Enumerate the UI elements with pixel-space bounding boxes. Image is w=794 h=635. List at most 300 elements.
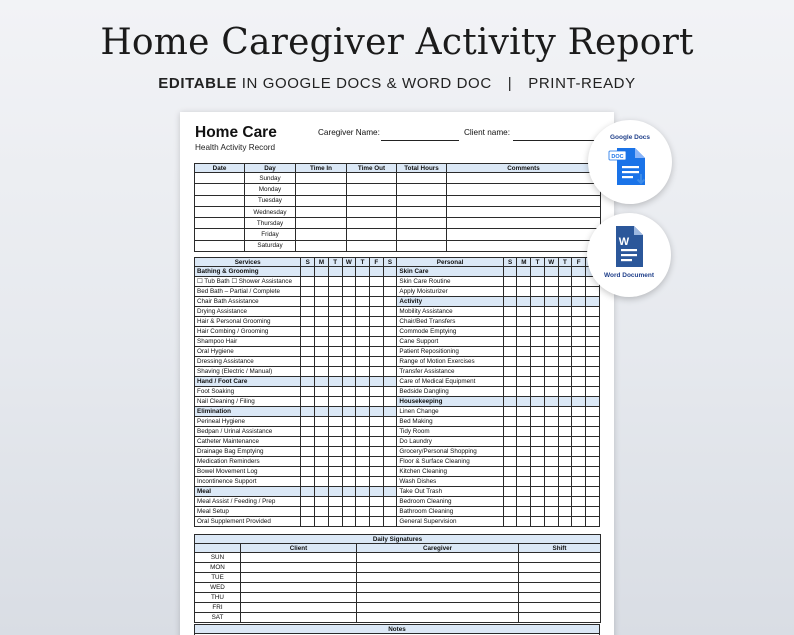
checkbox-cell[interactable] <box>342 427 356 437</box>
checkbox-cell[interactable] <box>369 297 383 307</box>
time-entry-cell[interactable] <box>447 173 601 184</box>
checkbox-cell[interactable] <box>517 507 531 517</box>
checkbox-cell[interactable] <box>328 427 342 437</box>
checkbox-cell[interactable] <box>586 337 600 347</box>
checkbox-cell[interactable] <box>503 497 517 507</box>
checkbox-cell[interactable] <box>503 277 517 287</box>
checkbox-cell[interactable] <box>383 277 397 287</box>
time-entry-cell[interactable] <box>296 240 347 251</box>
checkbox-cell[interactable] <box>315 517 329 527</box>
checkbox-cell[interactable] <box>356 357 370 367</box>
checkbox-cell[interactable] <box>342 437 356 447</box>
checkbox-cell[interactable] <box>503 487 517 497</box>
signature-cell[interactable] <box>241 583 357 593</box>
checkbox-cell[interactable] <box>517 417 531 427</box>
signature-cell[interactable] <box>241 613 357 623</box>
time-entry-cell[interactable] <box>296 195 347 206</box>
checkbox-cell[interactable] <box>356 327 370 337</box>
checkbox-cell[interactable] <box>383 447 397 457</box>
checkbox-cell[interactable] <box>544 357 558 367</box>
checkbox-cell[interactable] <box>369 287 383 297</box>
checkbox-cell[interactable] <box>586 387 600 397</box>
signature-cell[interactable] <box>241 563 357 573</box>
time-entry-cell[interactable] <box>397 184 447 195</box>
date-cell[interactable] <box>195 218 245 229</box>
checkbox-cell[interactable] <box>328 477 342 487</box>
signature-cell[interactable] <box>519 593 601 603</box>
checkbox-cell[interactable] <box>356 297 370 307</box>
checkbox-cell[interactable] <box>328 497 342 507</box>
checkbox-cell[interactable] <box>301 367 315 377</box>
checkbox-cell[interactable] <box>301 507 315 517</box>
checkbox-cell[interactable] <box>301 347 315 357</box>
checkbox-cell[interactable] <box>369 447 383 457</box>
checkbox-cell[interactable] <box>383 327 397 337</box>
checkbox-cell[interactable] <box>531 317 545 327</box>
checkbox-cell[interactable] <box>503 357 517 367</box>
checkbox-cell[interactable] <box>558 417 572 427</box>
checkbox-cell[interactable] <box>356 497 370 507</box>
checkbox-cell[interactable] <box>517 387 531 397</box>
checkbox-cell[interactable] <box>572 497 586 507</box>
checkbox-cell[interactable] <box>356 387 370 397</box>
signature-cell[interactable] <box>357 603 519 613</box>
checkbox-cell[interactable] <box>544 307 558 317</box>
checkbox-cell[interactable] <box>383 367 397 377</box>
checkbox-cell[interactable] <box>586 377 600 387</box>
checkbox-cell[interactable] <box>356 347 370 357</box>
checkbox-cell[interactable] <box>315 357 329 367</box>
checkbox-cell[interactable] <box>503 517 517 527</box>
time-entry-cell[interactable] <box>296 184 347 195</box>
checkbox-cell[interactable] <box>301 287 315 297</box>
checkbox-cell[interactable] <box>301 447 315 457</box>
checkbox-cell[interactable] <box>315 337 329 347</box>
checkbox-cell[interactable] <box>517 487 531 497</box>
checkbox-cell[interactable] <box>544 287 558 297</box>
checkbox-cell[interactable] <box>531 327 545 337</box>
time-entry-cell[interactable] <box>347 218 397 229</box>
checkbox-cell[interactable] <box>531 507 545 517</box>
checkbox-cell[interactable] <box>369 387 383 397</box>
signature-cell[interactable] <box>519 583 601 593</box>
checkbox-cell[interactable] <box>315 457 329 467</box>
checkbox-cell[interactable] <box>586 307 600 317</box>
checkbox-cell[interactable] <box>503 387 517 397</box>
checkbox-cell[interactable] <box>301 517 315 527</box>
checkbox-cell[interactable] <box>383 417 397 427</box>
checkbox-cell[interactable] <box>301 417 315 427</box>
checkbox-cell[interactable] <box>544 387 558 397</box>
checkbox-cell[interactable] <box>503 367 517 377</box>
checkbox-cell[interactable] <box>342 287 356 297</box>
checkbox-cell[interactable] <box>586 407 600 417</box>
checkbox-cell[interactable] <box>383 427 397 437</box>
checkbox-cell[interactable] <box>503 427 517 437</box>
checkbox-cell[interactable] <box>517 347 531 357</box>
checkbox-cell[interactable] <box>517 437 531 447</box>
checkbox-cell[interactable] <box>342 277 356 287</box>
checkbox-cell[interactable] <box>558 337 572 347</box>
checkbox-cell[interactable] <box>342 317 356 327</box>
checkbox-cell[interactable] <box>531 457 545 467</box>
checkbox-cell[interactable] <box>383 287 397 297</box>
checkbox-cell[interactable] <box>572 277 586 287</box>
time-entry-cell[interactable] <box>397 206 447 217</box>
checkbox-cell[interactable] <box>383 437 397 447</box>
checkbox-cell[interactable] <box>572 307 586 317</box>
checkbox-cell[interactable] <box>369 497 383 507</box>
checkbox-cell[interactable] <box>558 327 572 337</box>
checkbox-cell[interactable] <box>531 497 545 507</box>
checkbox-cell[interactable] <box>315 347 329 357</box>
checkbox-cell[interactable] <box>315 497 329 507</box>
time-entry-cell[interactable] <box>397 240 447 251</box>
checkbox-cell[interactable] <box>342 327 356 337</box>
caregiver-name-field[interactable] <box>381 140 459 141</box>
checkbox-cell[interactable] <box>369 507 383 517</box>
checkbox-cell[interactable] <box>531 487 545 497</box>
checkbox-cell[interactable] <box>315 427 329 437</box>
checkbox-cell[interactable] <box>558 447 572 457</box>
checkbox-cell[interactable] <box>544 337 558 347</box>
checkbox-cell[interactable] <box>531 517 545 527</box>
checkbox-cell[interactable] <box>544 467 558 477</box>
checkbox-cell[interactable] <box>383 497 397 507</box>
signature-cell[interactable] <box>357 563 519 573</box>
checkbox-cell[interactable] <box>558 427 572 437</box>
checkbox-cell[interactable] <box>301 437 315 447</box>
time-entry-cell[interactable] <box>397 195 447 206</box>
checkbox-cell[interactable] <box>586 317 600 327</box>
checkbox-cell[interactable] <box>544 507 558 517</box>
checkbox-cell[interactable] <box>572 417 586 427</box>
signature-cell[interactable] <box>241 553 357 563</box>
date-cell[interactable] <box>195 229 245 240</box>
checkbox-cell[interactable] <box>301 457 315 467</box>
time-entry-cell[interactable] <box>447 195 601 206</box>
checkbox-cell[interactable] <box>531 337 545 347</box>
checkbox-cell[interactable] <box>572 427 586 437</box>
checkbox-cell[interactable] <box>503 447 517 457</box>
checkbox-cell[interactable] <box>531 387 545 397</box>
checkbox-cell[interactable] <box>356 457 370 467</box>
checkbox-cell[interactable] <box>544 477 558 487</box>
checkbox-cell[interactable] <box>369 337 383 347</box>
checkbox-cell[interactable] <box>572 387 586 397</box>
date-cell[interactable] <box>195 240 245 251</box>
checkbox-cell[interactable] <box>503 477 517 487</box>
signature-cell[interactable] <box>357 553 519 563</box>
checkbox-cell[interactable] <box>586 357 600 367</box>
checkbox-cell[interactable] <box>544 517 558 527</box>
checkbox-cell[interactable] <box>301 307 315 317</box>
time-entry-cell[interactable] <box>296 206 347 217</box>
checkbox-cell[interactable] <box>572 457 586 467</box>
checkbox-cell[interactable] <box>342 337 356 347</box>
google-docs-badge[interactable] <box>588 120 672 204</box>
checkbox-cell[interactable] <box>301 387 315 397</box>
checkbox-cell[interactable] <box>558 437 572 447</box>
checkbox-cell[interactable] <box>369 517 383 527</box>
checkbox-cell[interactable] <box>383 507 397 517</box>
checkbox-cell[interactable] <box>517 427 531 437</box>
checkbox-cell[interactable] <box>503 417 517 427</box>
checkbox-cell[interactable] <box>328 357 342 367</box>
signature-cell[interactable] <box>519 563 601 573</box>
checkbox-cell[interactable] <box>315 437 329 447</box>
checkbox-cell[interactable] <box>301 357 315 367</box>
checkbox-cell[interactable] <box>328 367 342 377</box>
checkbox-cell[interactable] <box>558 317 572 327</box>
checkbox-cell[interactable] <box>369 327 383 337</box>
checkbox-cell[interactable] <box>356 427 370 437</box>
checkbox-cell[interactable] <box>356 417 370 427</box>
checkbox-cell[interactable] <box>301 297 315 307</box>
checkbox-cell[interactable] <box>531 307 545 317</box>
checkbox-cell[interactable] <box>315 417 329 427</box>
checkbox-cell[interactable] <box>517 457 531 467</box>
checkbox-cell[interactable] <box>544 417 558 427</box>
checkbox-cell[interactable] <box>531 377 545 387</box>
checkbox-cell[interactable] <box>517 447 531 457</box>
checkbox-cell[interactable] <box>356 447 370 457</box>
checkbox-cell[interactable] <box>586 347 600 357</box>
checkbox-cell[interactable] <box>503 457 517 467</box>
checkbox-cell[interactable] <box>586 417 600 427</box>
checkbox-cell[interactable] <box>531 427 545 437</box>
checkbox-cell[interactable] <box>383 297 397 307</box>
checkbox-cell[interactable] <box>369 367 383 377</box>
signature-cell[interactable] <box>519 613 601 623</box>
checkbox-cell[interactable] <box>531 467 545 477</box>
signature-cell[interactable] <box>241 593 357 603</box>
time-entry-cell[interactable] <box>347 173 397 184</box>
checkbox-cell[interactable] <box>503 507 517 517</box>
client-name-field[interactable] <box>513 140 600 141</box>
checkbox-cell[interactable] <box>369 347 383 357</box>
time-entry-cell[interactable] <box>447 229 601 240</box>
checkbox-cell[interactable] <box>383 337 397 347</box>
signature-cell[interactable] <box>519 573 601 583</box>
checkbox-cell[interactable] <box>558 387 572 397</box>
checkbox-cell[interactable] <box>369 357 383 367</box>
checkbox-cell[interactable] <box>586 367 600 377</box>
checkbox-cell[interactable] <box>544 277 558 287</box>
checkbox-cell[interactable] <box>356 437 370 447</box>
checkbox-cell[interactable] <box>531 437 545 447</box>
checkbox-cell[interactable] <box>356 337 370 347</box>
checkbox-cell[interactable] <box>369 437 383 447</box>
checkbox-cell[interactable] <box>572 347 586 357</box>
time-entry-cell[interactable] <box>447 240 601 251</box>
checkbox-cell[interactable] <box>369 467 383 477</box>
checkbox-cell[interactable] <box>356 307 370 317</box>
checkbox-cell[interactable] <box>328 337 342 347</box>
checkbox-cell[interactable] <box>356 517 370 527</box>
checkbox-cell[interactable] <box>328 507 342 517</box>
checkbox-cell[interactable] <box>315 367 329 377</box>
checkbox-cell[interactable] <box>315 447 329 457</box>
checkbox-cell[interactable] <box>383 477 397 487</box>
checkbox-cell[interactable] <box>342 507 356 517</box>
time-entry-cell[interactable] <box>397 229 447 240</box>
checkbox-cell[interactable] <box>572 507 586 517</box>
checkbox-cell[interactable] <box>531 287 545 297</box>
checkbox-cell[interactable] <box>572 367 586 377</box>
checkbox-cell[interactable] <box>572 317 586 327</box>
checkbox-cell[interactable] <box>342 397 356 407</box>
checkbox-cell[interactable] <box>517 477 531 487</box>
checkbox-cell[interactable] <box>369 317 383 327</box>
checkbox-cell[interactable] <box>342 457 356 467</box>
checkbox-cell[interactable] <box>531 407 545 417</box>
checkbox-cell[interactable] <box>301 327 315 337</box>
checkbox-cell[interactable] <box>356 287 370 297</box>
checkbox-cell[interactable] <box>315 397 329 407</box>
checkbox-cell[interactable] <box>383 317 397 327</box>
checkbox-cell[interactable] <box>531 367 545 377</box>
checkbox-cell[interactable] <box>301 337 315 347</box>
checkbox-cell[interactable] <box>315 477 329 487</box>
checkbox-cell[interactable] <box>315 387 329 397</box>
checkbox-cell[interactable] <box>544 327 558 337</box>
checkbox-cell[interactable] <box>558 367 572 377</box>
checkbox-cell[interactable] <box>301 427 315 437</box>
checkbox-cell[interactable] <box>342 517 356 527</box>
signature-cell[interactable] <box>241 603 357 613</box>
checkbox-cell[interactable] <box>503 377 517 387</box>
checkbox-cell[interactable] <box>328 517 342 527</box>
checkbox-cell[interactable] <box>517 407 531 417</box>
checkbox-cell[interactable] <box>315 277 329 287</box>
time-entry-cell[interactable] <box>296 218 347 229</box>
checkbox-cell[interactable] <box>572 467 586 477</box>
checkbox-cell[interactable] <box>383 347 397 357</box>
time-entry-cell[interactable] <box>347 184 397 195</box>
checkbox-cell[interactable] <box>558 467 572 477</box>
checkbox-cell[interactable] <box>328 307 342 317</box>
checkbox-cell[interactable] <box>531 347 545 357</box>
checkbox-cell[interactable] <box>328 447 342 457</box>
checkbox-cell[interactable] <box>572 287 586 297</box>
checkbox-cell[interactable] <box>544 457 558 467</box>
checkbox-cell[interactable] <box>328 467 342 477</box>
checkbox-cell[interactable] <box>328 317 342 327</box>
checkbox-cell[interactable] <box>315 467 329 477</box>
signature-cell[interactable] <box>241 573 357 583</box>
checkbox-cell[interactable] <box>572 487 586 497</box>
checkbox-cell[interactable] <box>517 357 531 367</box>
checkbox-cell[interactable] <box>503 317 517 327</box>
date-cell[interactable] <box>195 206 245 217</box>
checkbox-cell[interactable] <box>503 327 517 337</box>
checkbox-cell[interactable] <box>531 447 545 457</box>
checkbox-cell[interactable] <box>517 317 531 327</box>
word-document-badge[interactable] <box>587 213 671 297</box>
checkbox-cell[interactable] <box>383 457 397 467</box>
time-entry-cell[interactable] <box>447 184 601 195</box>
signature-cell[interactable] <box>357 583 519 593</box>
checkbox-cell[interactable] <box>558 497 572 507</box>
checkbox-cell[interactable] <box>301 277 315 287</box>
checkbox-cell[interactable] <box>572 337 586 347</box>
date-cell[interactable] <box>195 184 245 195</box>
checkbox-cell[interactable] <box>503 337 517 347</box>
time-entry-cell[interactable] <box>447 206 601 217</box>
checkbox-cell[interactable] <box>586 517 600 527</box>
checkbox-cell[interactable] <box>356 367 370 377</box>
checkbox-cell[interactable] <box>586 457 600 467</box>
checkbox-cell[interactable] <box>586 427 600 437</box>
checkbox-cell[interactable] <box>517 377 531 387</box>
checkbox-cell[interactable] <box>558 457 572 467</box>
checkbox-cell[interactable] <box>503 407 517 417</box>
checkbox-cell[interactable] <box>315 317 329 327</box>
checkbox-cell[interactable] <box>586 467 600 477</box>
checkbox-cell[interactable] <box>315 287 329 297</box>
checkbox-cell[interactable] <box>572 437 586 447</box>
checkbox-cell[interactable] <box>558 357 572 367</box>
checkbox-cell[interactable] <box>369 457 383 467</box>
checkbox-cell[interactable] <box>558 517 572 527</box>
checkbox-cell[interactable] <box>356 507 370 517</box>
checkbox-cell[interactable] <box>342 497 356 507</box>
checkbox-cell[interactable] <box>369 427 383 437</box>
checkbox-cell[interactable] <box>342 447 356 457</box>
signature-cell[interactable] <box>519 603 601 613</box>
signature-cell[interactable] <box>357 573 519 583</box>
checkbox-cell[interactable] <box>544 447 558 457</box>
checkbox-cell[interactable] <box>572 447 586 457</box>
checkbox-cell[interactable] <box>531 417 545 427</box>
checkbox-cell[interactable] <box>301 317 315 327</box>
checkbox-cell[interactable] <box>503 437 517 447</box>
checkbox-cell[interactable] <box>586 437 600 447</box>
checkbox-cell[interactable] <box>586 497 600 507</box>
checkbox-cell[interactable] <box>531 357 545 367</box>
checkbox-cell[interactable] <box>369 417 383 427</box>
checkbox-cell[interactable] <box>531 277 545 287</box>
checkbox-cell[interactable] <box>544 317 558 327</box>
checkbox-cell[interactable] <box>558 477 572 487</box>
checkbox-cell[interactable] <box>503 467 517 477</box>
checkbox-cell[interactable] <box>572 517 586 527</box>
checkbox-cell[interactable] <box>356 277 370 287</box>
checkbox-cell[interactable] <box>572 357 586 367</box>
checkbox-cell[interactable] <box>558 487 572 497</box>
time-entry-cell[interactable] <box>397 218 447 229</box>
checkbox-cell[interactable] <box>558 347 572 357</box>
checkbox-cell[interactable] <box>328 347 342 357</box>
checkbox-cell[interactable] <box>517 337 531 347</box>
checkbox-cell[interactable] <box>342 477 356 487</box>
signature-cell[interactable] <box>357 593 519 603</box>
checkbox-cell[interactable] <box>342 467 356 477</box>
checkbox-cell[interactable] <box>558 507 572 517</box>
checkbox-cell[interactable] <box>328 287 342 297</box>
signature-cell[interactable] <box>357 613 519 623</box>
checkbox-cell[interactable] <box>342 417 356 427</box>
checkbox-cell[interactable] <box>369 307 383 317</box>
time-entry-cell[interactable] <box>447 218 601 229</box>
checkbox-cell[interactable] <box>517 287 531 297</box>
time-entry-cell[interactable] <box>347 240 397 251</box>
checkbox-cell[interactable] <box>328 297 342 307</box>
checkbox-cell[interactable] <box>383 307 397 317</box>
checkbox-cell[interactable] <box>544 367 558 377</box>
checkbox-cell[interactable] <box>572 477 586 487</box>
